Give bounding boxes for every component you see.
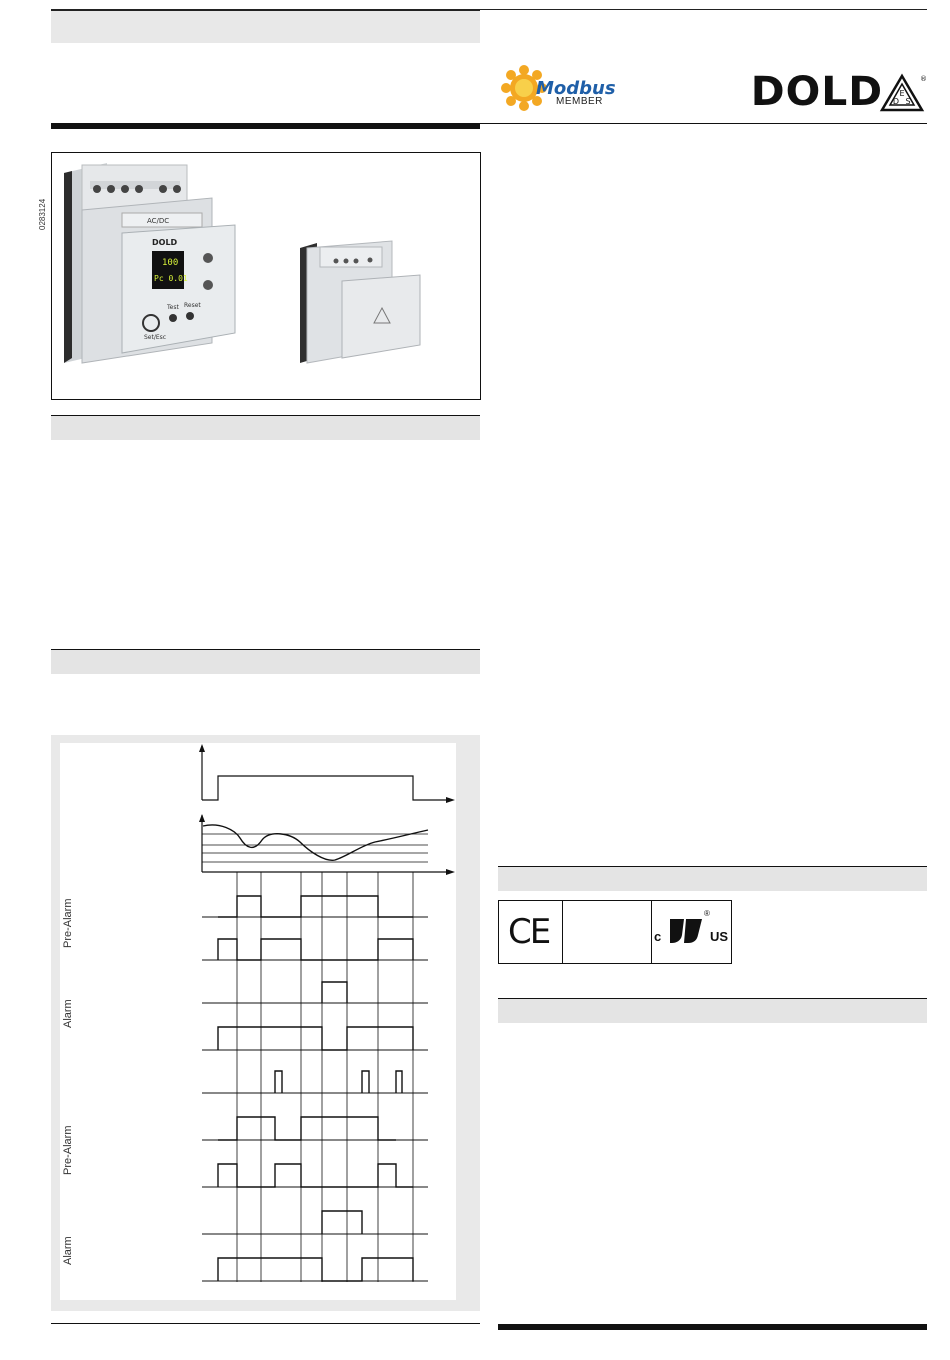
product-photo-image <box>52 153 480 399</box>
footer-rule-left <box>51 1323 480 1324</box>
ce-mark-icon: CE <box>508 912 550 952</box>
test-label: Test <box>167 304 179 311</box>
function-diagram-canvas <box>60 743 456 1300</box>
function-diagram-panel <box>51 735 480 1311</box>
modbus-member-logo <box>498 62 628 114</box>
ul-c-label: c <box>654 929 662 944</box>
svg-text:®: ® <box>920 75 927 83</box>
svg-text:S: S <box>905 97 911 106</box>
approvals-box <box>498 900 732 964</box>
ul-us-label: US <box>710 929 729 944</box>
product-title-bar <box>51 11 480 43</box>
section-bar-technical <box>498 998 927 1023</box>
display-readout-bottom: Pc 0.01 <box>154 274 188 283</box>
section-bar-diagram <box>51 649 480 674</box>
svg-text:E: E <box>899 89 905 98</box>
modbus-member-word: MEMBER <box>556 96 603 107</box>
pre-alarm-label-1: Pre-Alarm <box>62 898 74 948</box>
ul-listed-icon <box>654 909 729 955</box>
ul-registered-mark: ® <box>704 909 710 918</box>
header-rule-right <box>480 123 927 124</box>
svg-text:D: D <box>892 97 900 106</box>
section-bar-function <box>51 415 480 440</box>
pre-alarm-label-2: Pre-Alarm <box>62 1125 74 1175</box>
eds-triangle-icon <box>880 72 926 116</box>
header-rule-left <box>51 123 480 129</box>
modbus-logo-word: Modbus <box>536 78 616 99</box>
empty-cert-cell <box>563 901 652 963</box>
alarm-label-2: Alarm <box>62 1236 74 1265</box>
photo-code: 0283124 <box>38 198 47 230</box>
reset-label: Reset <box>184 302 201 309</box>
dold-brand-logo: DOLD <box>750 69 884 115</box>
product-photo-frame <box>51 152 481 400</box>
top-rule-right <box>480 9 927 10</box>
alarm-label-1: Alarm <box>62 999 74 1028</box>
timing-diagram <box>60 743 456 1300</box>
section-bar-approvals <box>498 866 927 891</box>
ce-cell <box>499 901 563 963</box>
acdc-label: AC/DC <box>147 217 170 225</box>
device-brand-label: DOLD <box>152 238 178 247</box>
display-readout-top: 100 <box>162 258 179 268</box>
footer-rule-right <box>498 1324 927 1330</box>
set-esc-label: Set/Esc <box>144 334 167 341</box>
